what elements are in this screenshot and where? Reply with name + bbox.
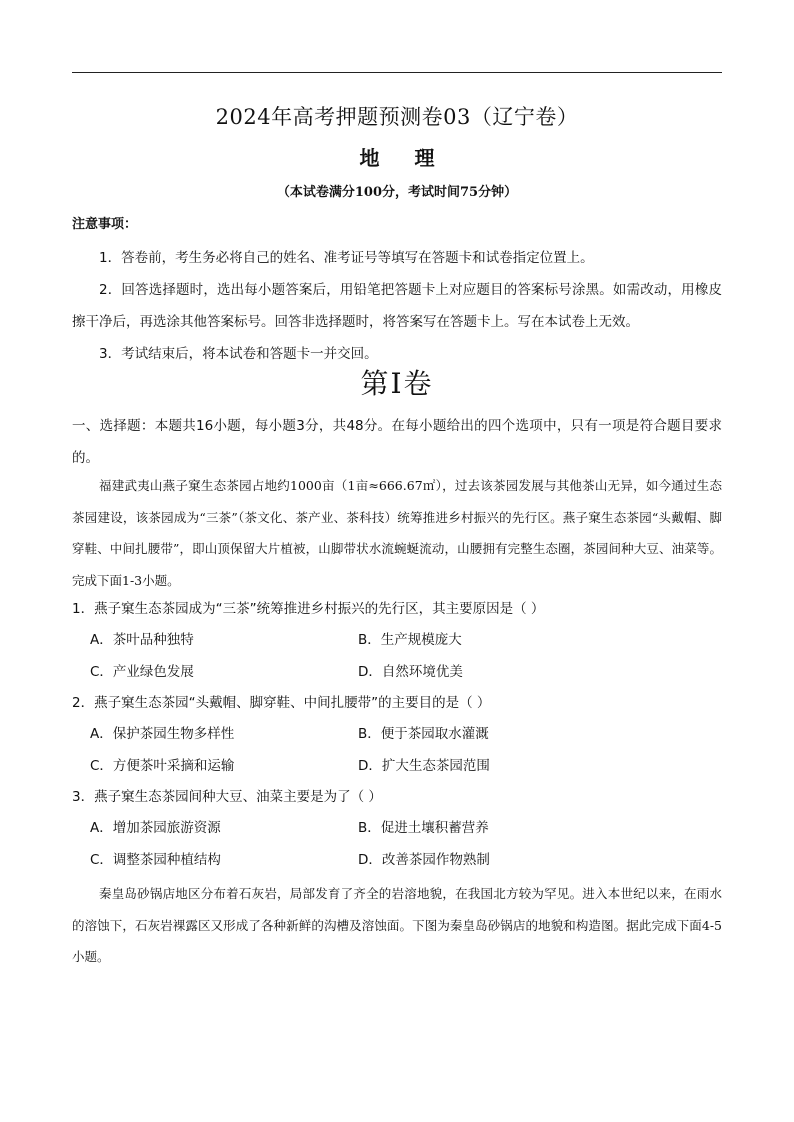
question-2 [72,688,722,782]
question-3 [72,782,722,876]
exam-title: 2024年高考押题预测卷03（辽宁卷） [215,105,579,129]
note-item-1: 1．答卷前，考生务必将自己的姓名、准考证号等填写在答题卡和试卷指定位置上。 [99,250,594,266]
exam-info: （本试卷满分100分，考试时间75分钟） [276,185,518,200]
notes-heading: 注意事项： [72,217,138,232]
option-d: D．改善茶园作物熟制 [358,852,490,868]
question-stem: 1．燕子窠生态茶园成为“三茶”统筹推进乡村振兴的先行区，其主要原因是（ ） [72,601,545,617]
passage-karst: 秦皇岛砂锅店地区分布着石灰岩，局部发育了齐全的岩溶地貌，在我国北方较为罕见。进入本世纪以来，在雨水的溶蚀下，石灰岩裸露区又形成了各种新鲜的沟槽及溶蚀面。下图为秦皇岛砂锅店的地貌和构造图。据此完成下面4-5小题。 [72,886,722,964]
option-c: C．方便茶叶采摘和运输 [90,758,235,774]
option-list [72,812,722,876]
part-intro: 一、选择题：本题共16小题，每小题3分，共48分。在每小题给出的四个选项中，只有一项是符合题目要求的。 [72,418,722,466]
passage-tea-garden: 福建武夷山燕子窠生态茶园占地约1000亩（1亩≈666.67㎡），过去该茶园发展与其他茶山无异，如今通过生态茶园建设，该茶园成为“三茶”（茶文化、茶产业、茶科技）统筹推进乡村振兴的先行区。燕子窠生态茶园“头戴帽、脚穿鞋、中间扎腰带”，即山顶保留大片植被，山脚带状水流蜿蜒流动，山腰拥有完整生态圈，茶园间种大豆、油菜等。完成下面1-3小题。 [72,478,722,588]
option-d: D．自然环境优美 [358,664,463,680]
note-item-3: 3．考试结束后，将本试卷和答题卡一并交回。 [99,346,378,362]
option-d: D．扩大生态茶园范围 [358,758,490,774]
section-title: 第Ⅰ卷 [360,367,434,400]
question-1 [72,594,722,688]
option-c: C．产业绿色发展 [90,664,194,680]
option-b: B．便于茶园取水灌溉 [358,726,489,742]
question-stem: 3．燕子窠生态茶园间种大豆、油菜主要是为了（ ） [72,789,382,805]
subject-title: 地 理 [359,146,449,170]
option-list [72,718,722,782]
option-b: B．生产规模庞大 [358,632,462,648]
option-c: C．调整茶园种植结构 [90,852,221,868]
option-a: A．茶叶品种独特 [90,632,194,648]
question-stem: 2．燕子窠生态茶园“头戴帽、脚穿鞋、中间扎腰带”的主要目的是（ ） [72,695,491,711]
option-a: A．增加茶园旅游资源 [90,820,221,836]
option-b: B．促进土壤积蓄营养 [358,820,489,836]
option-list [72,624,722,688]
header-rule [72,72,722,73]
note-item-2: 2．回答选择题时，选出每小题答案后，用铅笔把答题卡上对应题目的答案标号涂黑。如需改动，用橡皮擦干净后，再选涂其他答案标号。回答非选择题时，将答案写在答题卡上。写在本试卷上无效。 [72,282,722,330]
notes-list [72,242,722,370]
exam-page [72,0,722,1122]
option-a: A．保护茶园生物多样性 [90,726,235,742]
